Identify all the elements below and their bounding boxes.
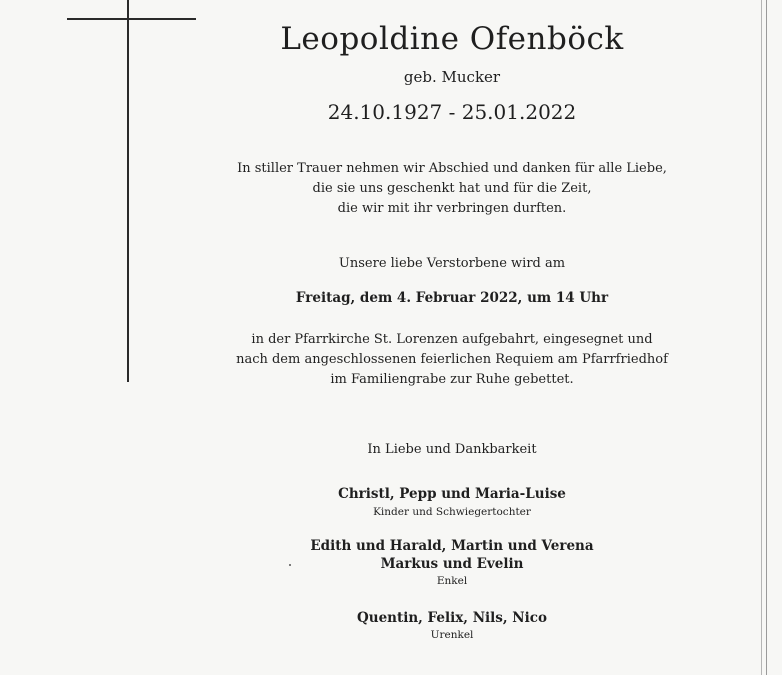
cross-icon-horizontal-bar	[67, 18, 196, 20]
mourner-relation-children: Kinder und Schwiegertochter	[373, 506, 531, 518]
scan-speck	[289, 564, 291, 566]
deceased-name: Leopoldine Ofenböck	[280, 21, 624, 57]
farewell-line: die sie uns geschenkt hat und für die Zeit,	[312, 181, 592, 196]
ceremony-text	[196, 330, 708, 390]
ceremony-line: nach dem angeschlossenen feierlichen Requiem am Pfarrfriedhof	[236, 352, 668, 367]
announcement-text: Unsere liebe Verstorbene wird am	[338, 256, 566, 271]
mourner-names-grandchildren: Edith und Harald, Martin und Verena	[310, 538, 594, 554]
mourner-relation-great-grandchildren: Urenkel	[430, 629, 474, 641]
mourner-names-grandchildren: Markus und Evelin	[380, 556, 524, 572]
closing-text: In Liebe und Dankbarkeit	[367, 442, 537, 457]
farewell-text	[196, 159, 708, 219]
cross-icon-vertical-bar	[127, 0, 129, 382]
ceremony-line: im Familiengrabe zur Ruhe gebettet.	[330, 372, 574, 387]
farewell-line: die wir mit ihr verbringen durften.	[337, 201, 567, 216]
mourner-relation-grandchildren: Enkel	[436, 575, 468, 587]
life-dates: 24.10.1927 - 25.01.2022	[327, 100, 577, 124]
ceremony-line: in der Pfarrkirche St. Lorenzen aufgebahrt, eingesegnet und	[251, 332, 653, 347]
mourner-names-children: Christl, Pepp und Maria-Luise	[338, 486, 566, 502]
mourner-names-great-grandchildren: Quentin, Felix, Nils, Nico	[357, 610, 547, 626]
maiden-name: geb. Mucker	[403, 68, 501, 86]
farewell-line: In stiller Trauer nehmen wir Abschied und danken für alle Liebe,	[237, 161, 667, 176]
funeral-date-time: Freitag, dem 4. Februar 2022, um 14 Uhr	[295, 290, 609, 306]
